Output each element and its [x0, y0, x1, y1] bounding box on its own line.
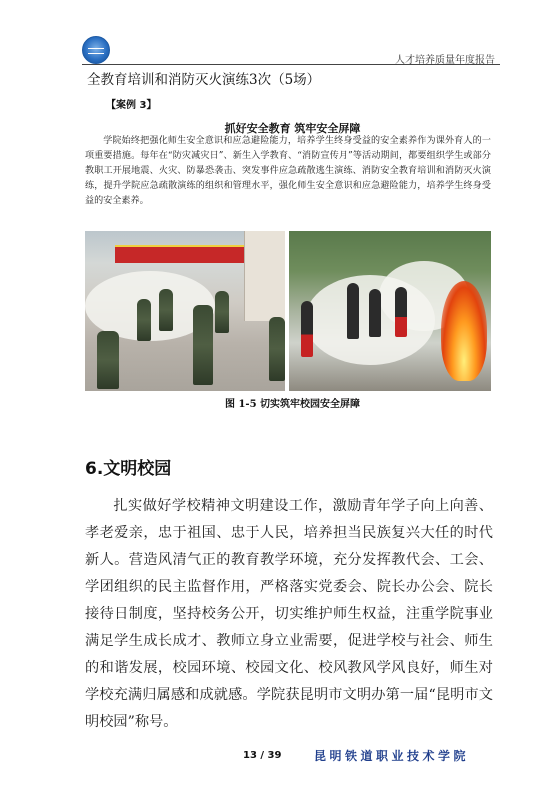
photo-evacuation-drill	[85, 231, 285, 391]
student	[301, 301, 313, 357]
section-heading: 6.文明校园	[85, 459, 172, 479]
school-name: 昆明铁道职业技术学院	[314, 749, 470, 763]
building	[244, 231, 285, 321]
case-title: 抓好安全教育 筑牢安全屏障	[224, 122, 361, 135]
cadet	[137, 299, 151, 341]
student	[369, 289, 381, 337]
photo-fire-extinguisher-drill	[289, 231, 491, 391]
case-tag: 【案例 3】	[106, 100, 157, 111]
intro-line: 全教育培训和消防灭火演练3次（5场）	[87, 72, 321, 88]
page-number: 13 / 39	[243, 750, 282, 761]
header-divider	[82, 64, 500, 65]
cadet	[97, 331, 119, 389]
cadet	[159, 289, 173, 331]
figure-caption: 图 1-5 切实筑牢校园安全屏障	[224, 399, 361, 410]
report-title: 人才培养质量年度报告	[395, 55, 495, 66]
case-body: 学院始终把强化师生安全意识和应急避险能力，培养学生终身受益的安全素养作为课外育人的一项重要措施。每年在“防灾减灾日”、新生入学教育、“消防宣传月”等活动期间，都要组织学生或部分教职工开展地震、火灾、防暴恐袭击、突发事件应急疏散逃生演练、消防安全教育培训和消防灭火演练，提升学院应急疏散演练的组织和管理水平，强化师生安全意识和应急避险能力，培养学生终身受益的安全素养。	[85, 136, 491, 207]
student	[395, 287, 407, 337]
student	[347, 283, 359, 339]
fire	[441, 281, 487, 381]
school-emblem-icon	[82, 36, 110, 64]
section-body: 扎实做好学校精神文明建设工作，激励青年学子向上向善、孝老爱亲，忠于祖国、忠于人民，培养担当民族复兴大任的时代新人。营造风清气正的教育教学环境，充分发挥教代会、工会、学团组织的民主监督作用，严格落实党委会、院长办公会、院长接待日制度，坚持校务公开，切实维护师生权益，注重学院事业满足学生成长成才、教师立身立业需要，促进学校与社会、师生的和谐发展，校园环境、校园文化、校风教风学风良好，师生对学校充满归属感和成就感。学院获昆明市文明办第一届“昆明市文明校园”称号。	[85, 498, 493, 730]
cadet	[269, 317, 285, 381]
cadet	[215, 291, 229, 333]
cadet	[193, 305, 213, 385]
